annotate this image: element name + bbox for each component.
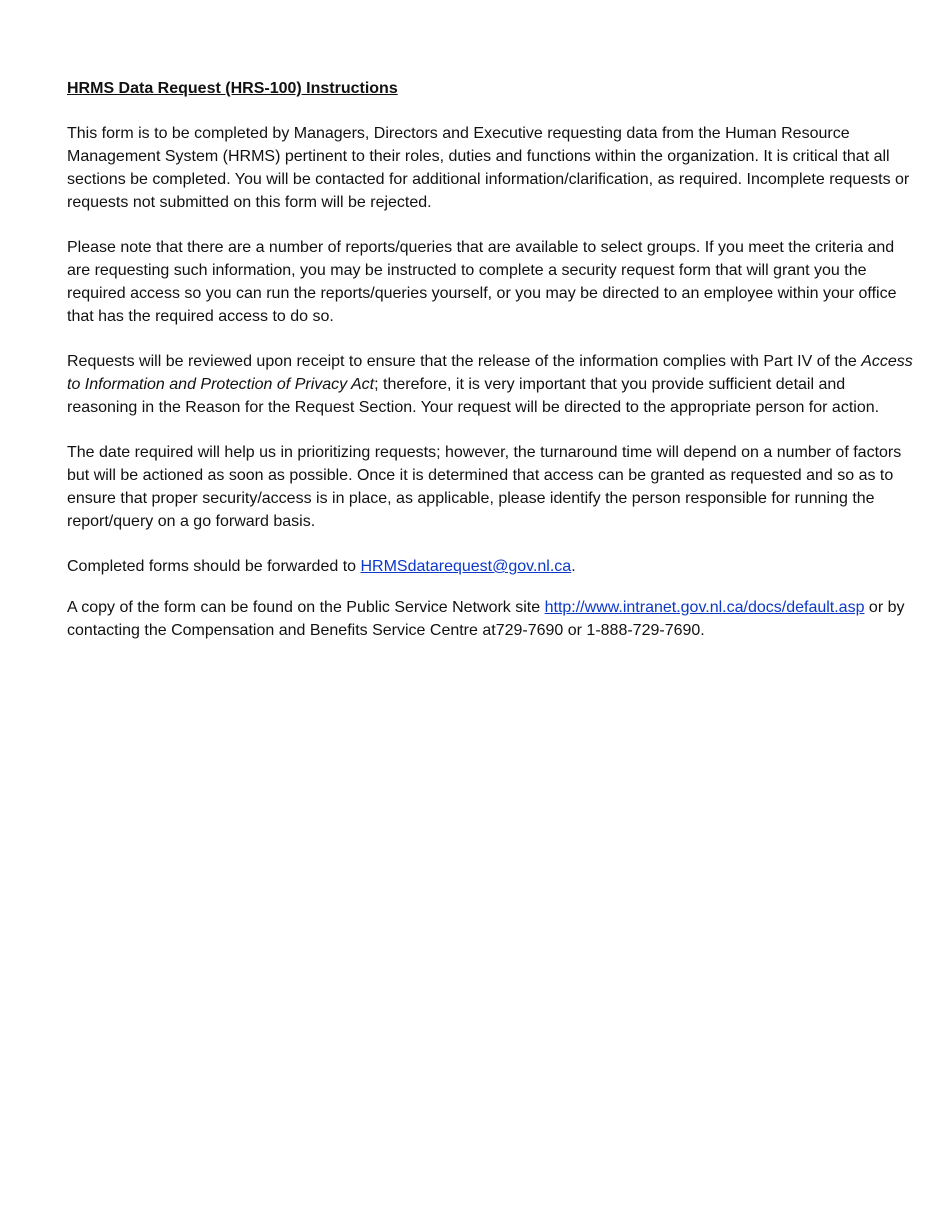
intro-paragraph: This form is to be completed by Managers, Directors and Executive requesting data from the Human Resource Management System (HRMS) pertinent to their roles, duties and functions within the organization. It is critical that all sections be completed. You will be contacted for additional information/clarification, as required. Incomplete requests or requests not submitted on this form will be rejected. [67, 125, 910, 211]
privacy-text-start: Requests will be reviewed upon receipt to ensure that the release of the information complies with Part IV of the [67, 353, 862, 370]
privacy-paragraph [67, 350, 917, 419]
date-paragraph: The date required will help us in prioritizing requests; however, the turnaround time will depend on a number of factors but will be actioned as soon as possible. Once it is determined that access can be granted as requested and so as to ensure that proper security/access is in place, as applicable, please identify the person responsible for running the report/query on a go forward basis. [67, 444, 902, 530]
document-title: HRMS Data Request (HRS-100) Instructions [67, 80, 398, 97]
intranet-link[interactable]: http://www.intranet.gov.nl.ca/docs/default.asp [544, 599, 865, 616]
reports-paragraph: Please note that there are a number of reports/queries that are available to select groups. If you meet the criteria and are requesting such information, you may be instructed to complete a security request form that will grant you the required access so you can run the reports/queries yourself, or you may be directed to an employee within your office that has the required access to do so. [67, 239, 897, 325]
form-location-text: A copy of the form can be found on the Public Service Network site [67, 599, 545, 616]
act-name: Access to Information and Protection of Privacy Act [67, 353, 913, 393]
email-link[interactable]: HRMSdatarequest@gov.nl.ca [360, 558, 572, 575]
document-page [67, 77, 917, 664]
submission-paragraph [67, 555, 917, 578]
submission-text: Completed forms should be forwarded to [67, 558, 361, 575]
contact-text: or by contacting the Compensation and Benefits Service Centre at729-7690 or 1-888-729-7690. [67, 599, 905, 639]
submission-period: . [571, 558, 576, 575]
privacy-text-end: ; therefore, it is very important that you provide sufficient detail and reasoning in the Reason for the Request Section. Your request will be directed to the appropriate person for action. [67, 376, 880, 416]
form-location-paragraph [67, 596, 917, 642]
